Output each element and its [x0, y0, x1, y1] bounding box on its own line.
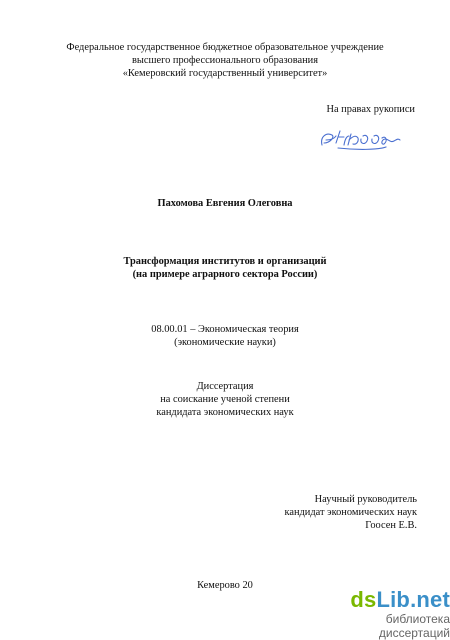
dslib-logo-ds: ds: [350, 587, 377, 612]
document-type: Диссертация: [196, 381, 254, 392]
dissertation-title-line-1: Трансформация институтов и организаций: [123, 256, 327, 267]
institution-line-3: «Кемеровский государственный университет»: [122, 68, 328, 79]
degree-line-1: на соискание ученой степени: [160, 394, 290, 405]
specialty-code: 08.00.01 – Экономическая теория: [151, 324, 299, 335]
supervisor-title: Научный руководитель: [314, 494, 417, 505]
dissertation-title-line-2: (на примере аграрного сектора России): [132, 269, 318, 280]
dslib-subtitle: библиотека диссертаций: [378, 612, 450, 640]
dslib-watermark: [316, 587, 450, 640]
supervisor-degree: кандидат экономических наук: [284, 507, 417, 518]
author-name: Пахомова Евгения Олеговна: [157, 198, 293, 209]
institution-line-2: высшего профессионального образования: [132, 55, 318, 66]
handwritten-signature: [316, 123, 411, 157]
manuscript-note: На правах рукописи: [326, 104, 415, 115]
dslib-logo: [316, 588, 450, 612]
degree-line-2: кандидата экономических наук: [156, 407, 294, 418]
specialty-field: (экономические науки): [174, 337, 276, 348]
institution-line-1: Федеральное государственное бюджетное образовательное учреждение: [66, 42, 384, 53]
city-year: Кемерово 20: [197, 580, 253, 591]
dslib-logo-lib: Lib.net: [376, 587, 450, 612]
supervisor-name: Гоосен Е.В.: [365, 520, 417, 531]
